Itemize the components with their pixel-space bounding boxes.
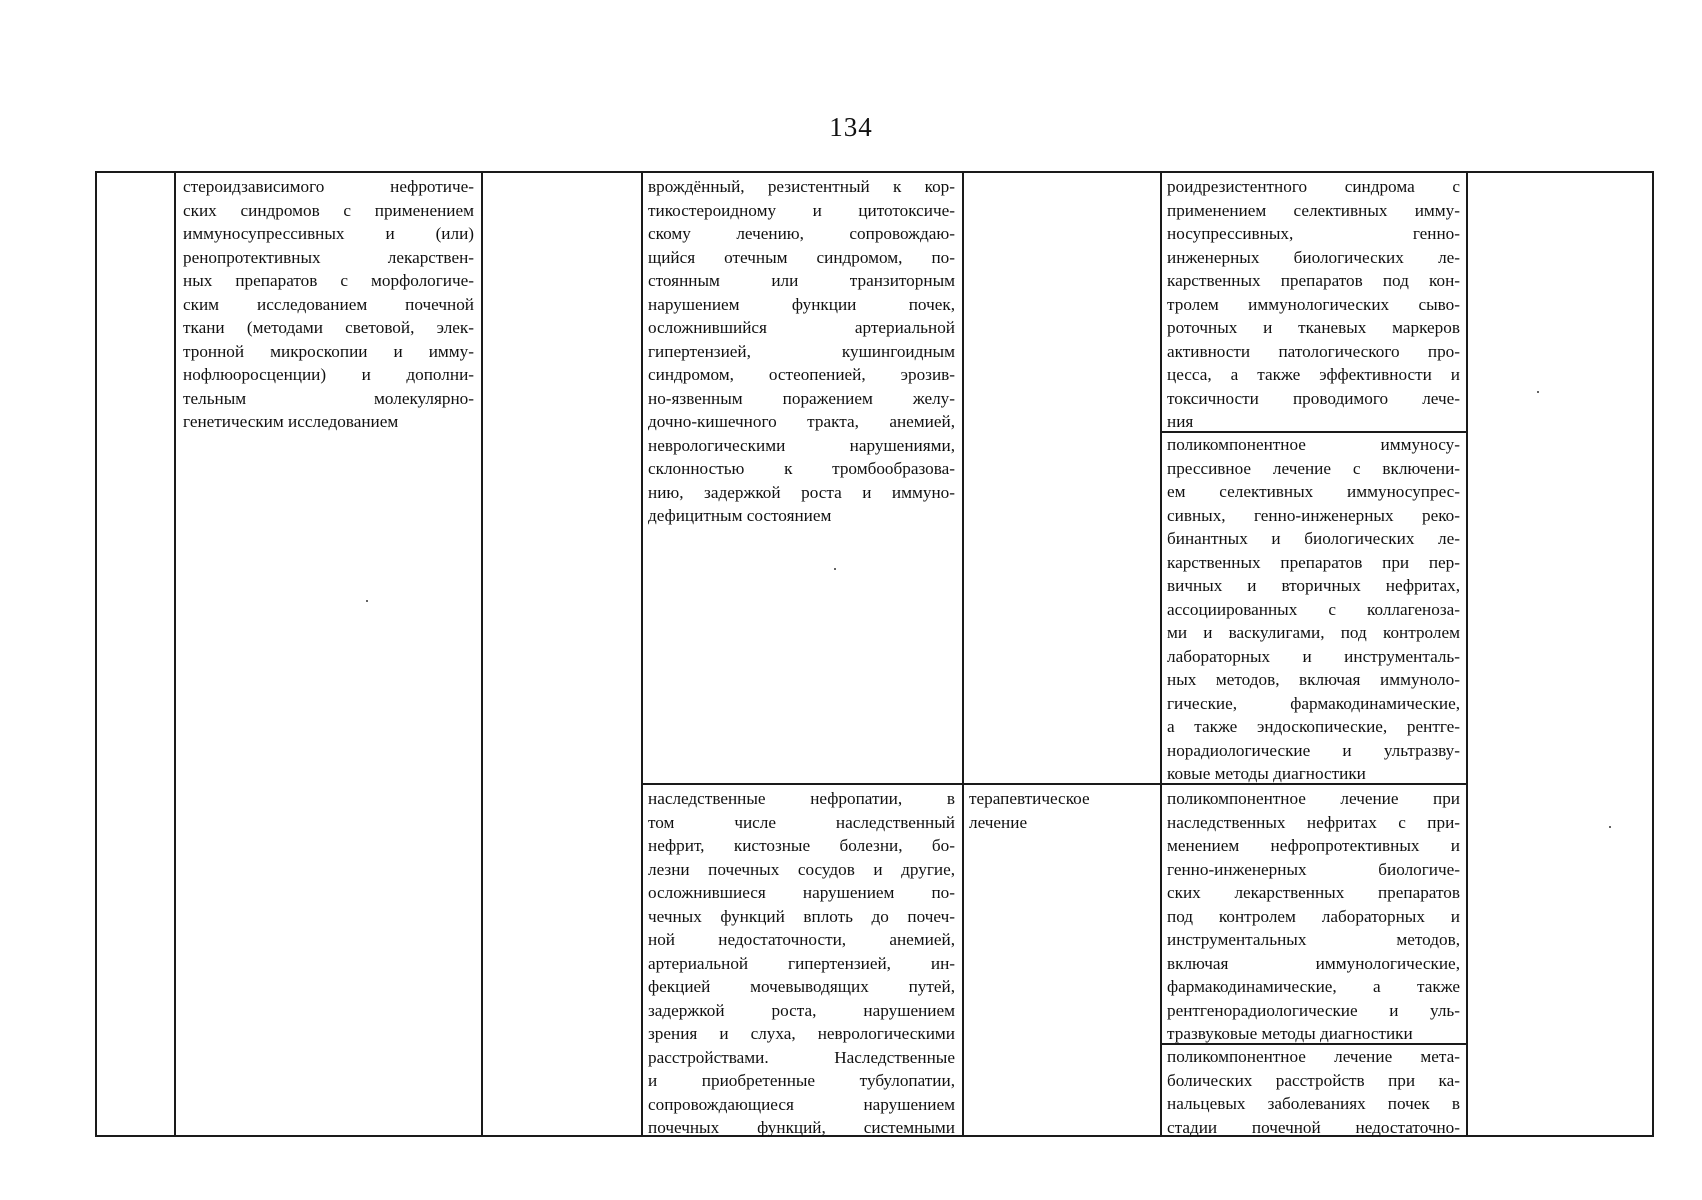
text-line: ткани (методами световой, элек- <box>183 318 474 337</box>
text-line: ских синдромов с применением <box>183 200 474 220</box>
text-line: иммуносупрессивных и (или) <box>183 224 474 243</box>
text-line: осложнившийся артериальной <box>648 318 955 337</box>
treatment-method-cell-2a <box>1167 787 1460 1046</box>
text-line: под контролем лабораторных и <box>1167 906 1460 926</box>
text-line: ных методов, включая иммуноло- <box>1167 670 1460 689</box>
text-line: синдромом, остеопенией, эрозив- <box>648 365 955 384</box>
text-line: карственных препаратов при пер- <box>1167 552 1460 572</box>
text-line: роточных и тканевых маркеров <box>1167 318 1460 337</box>
text-line: ренопротективных лекарствен- <box>183 247 474 267</box>
text-line: задержкой роста, нарушением <box>648 1000 955 1020</box>
text-line: терапевтическое <box>969 789 1090 808</box>
text-line: нефрит, кистозные болезни, бо- <box>648 836 955 855</box>
text-line: генно-инженерных биологиче- <box>1167 859 1460 879</box>
scan-speck <box>834 568 836 570</box>
patient-model-cell-1 <box>648 175 955 528</box>
text-line: тельным молекулярно- <box>183 388 474 408</box>
text-line: инженерных биологических ле- <box>1167 247 1460 267</box>
treatment-method-cell-1b <box>1167 433 1460 786</box>
text-line: прессивное лечение с включени- <box>1167 458 1460 478</box>
text-line: поликомпонентное иммуносу- <box>1167 435 1460 454</box>
text-line: наследственные нефропатии, в <box>648 789 955 808</box>
text-line: включая иммунологические, <box>1167 953 1460 973</box>
text-line: зрения и слуха, неврологическими <box>648 1024 955 1043</box>
text-line: цесса, а также эффективности и <box>1167 365 1460 384</box>
text-line: тронной микроскопии и имму- <box>183 341 474 361</box>
text-line: бинантных и биологических ле- <box>1167 529 1460 548</box>
treatment-method-cell-2b <box>1167 1045 1460 1139</box>
text-line: ским исследованием почечной <box>183 294 474 314</box>
text-line: ем селективных иммуносупрес- <box>1167 482 1460 501</box>
text-line: фармакодинамические, а также <box>1167 977 1460 996</box>
text-line: генетическим исследованием <box>183 412 399 431</box>
text-line: почечных функций, системными <box>648 1118 955 1137</box>
scan-speck <box>1537 391 1539 393</box>
text-line: ной недостаточности, анемией, <box>648 930 955 949</box>
text-line: скому лечению, сопровождаю- <box>648 224 955 243</box>
text-line: рентгенорадиологические и уль- <box>1167 1000 1460 1020</box>
text-line: склонностью к тромбообразова- <box>648 459 955 478</box>
text-line: поликомпонентное лечение мета- <box>1167 1047 1460 1066</box>
page-number: 134 <box>829 112 873 142</box>
text-line: нальцевых заболеваниях почек в <box>1167 1094 1460 1113</box>
text-line: нию, задержкой роста и иммуно- <box>648 482 955 502</box>
text-line: гические, фармакодинамические, <box>1167 693 1460 713</box>
text-line: лечение <box>969 812 1028 832</box>
text-line: стадии почечной недостаточно- <box>1167 1117 1460 1137</box>
patient-model-cell-2 <box>648 787 955 1140</box>
text-line: вичных и вторичных нефритах, <box>1167 576 1460 595</box>
text-line: том числе наследственный <box>648 812 955 832</box>
table-left-border <box>95 171 97 1137</box>
text-line: ми и васкулигами, под контролем <box>1167 623 1460 642</box>
text-line: стероидзависимого нефротиче- <box>183 177 474 196</box>
text-line: осложнившиеся нарушением по- <box>648 883 955 902</box>
text-line: роидрезистентного синдрома с <box>1167 177 1460 196</box>
text-line: ния <box>1167 412 1194 431</box>
text-line: токсичности проводимого лече- <box>1167 388 1460 408</box>
text-line: артериальной гипертензией, ин- <box>648 953 955 973</box>
text-line: гипертензией, кушингоидным <box>648 341 955 361</box>
table-right-border <box>1652 171 1654 1137</box>
text-line: нофлюоросценции) и дополни- <box>183 365 474 384</box>
text-line: лабораторных и инструменталь- <box>1167 646 1460 666</box>
text-line: дочно-кишечного тракта, анемией, <box>648 412 955 431</box>
column-divider-3 <box>641 171 643 1137</box>
text-line: сопровождающиеся нарушением <box>648 1094 955 1114</box>
text-line: тролем иммунологических сыво- <box>1167 294 1460 314</box>
text-line: активности патологического про- <box>1167 341 1460 361</box>
text-line: тразвуковые методы диагностики <box>1167 1024 1413 1043</box>
text-line: ассоциированных с коллагеноза- <box>1167 599 1460 619</box>
text-line: стоянным или транзиторным <box>648 271 955 290</box>
column-divider-5 <box>1160 171 1162 1137</box>
text-line: ских лекарственных препаратов <box>1167 883 1460 902</box>
column-divider-1 <box>174 171 176 1137</box>
text-line: неврологическими нарушениями, <box>648 435 955 455</box>
text-line: расстройствами. Наследственные <box>648 1047 955 1067</box>
text-line: ных препаратов с морфологиче- <box>183 271 474 290</box>
text-line: болических расстройств при ка- <box>1167 1070 1460 1090</box>
text-line: карственных препаратов под кон- <box>1167 271 1460 290</box>
text-line: нарушением функции почек, <box>648 294 955 314</box>
service-description-cell <box>183 175 474 434</box>
text-line: и приобретенные тубулопатии, <box>648 1071 955 1090</box>
text-line: поликомпонентное лечение при <box>1167 789 1460 808</box>
column-divider-4 <box>962 171 964 1137</box>
text-line: менением нефропротективных и <box>1167 836 1460 855</box>
treatment-method-cell-1a <box>1167 175 1460 434</box>
text-line: применением селективных имму- <box>1167 200 1460 220</box>
text-line: а также эндоскопические, рентге- <box>1167 717 1460 736</box>
text-line: дефицитным состоянием <box>648 506 832 525</box>
text-line: но-язвенным поражением желу- <box>648 388 955 408</box>
text-line: норадиологические и ультразву- <box>1167 740 1460 760</box>
column-divider-6 <box>1466 171 1468 1137</box>
scan-speck <box>1609 826 1611 828</box>
text-line: фекцией мочевыводящих путей, <box>648 977 955 996</box>
column-divider-2 <box>481 171 483 1137</box>
text-line: носупрессивных, генно- <box>1167 224 1460 243</box>
text-line: тикостероидному и цитотоксиче- <box>648 200 955 220</box>
text-line: сивных, генно-инженерных реко- <box>1167 505 1460 525</box>
scan-speck <box>366 600 368 602</box>
text-line: инструментальных методов, <box>1167 930 1460 949</box>
treatment-type-cell-2 <box>969 787 1154 834</box>
text-line: лезни почечных сосудов и другие, <box>648 859 955 879</box>
table-top-border <box>95 171 1654 173</box>
text-line: щийся отечным синдромом, по- <box>648 247 955 267</box>
text-line: врождённый, резистентный к кор- <box>648 177 955 196</box>
text-line: ковые методы диагностики <box>1167 764 1366 783</box>
text-line: чечных функций вплоть до почеч- <box>648 906 955 926</box>
text-line: наследственных нефритах с при- <box>1167 812 1460 832</box>
